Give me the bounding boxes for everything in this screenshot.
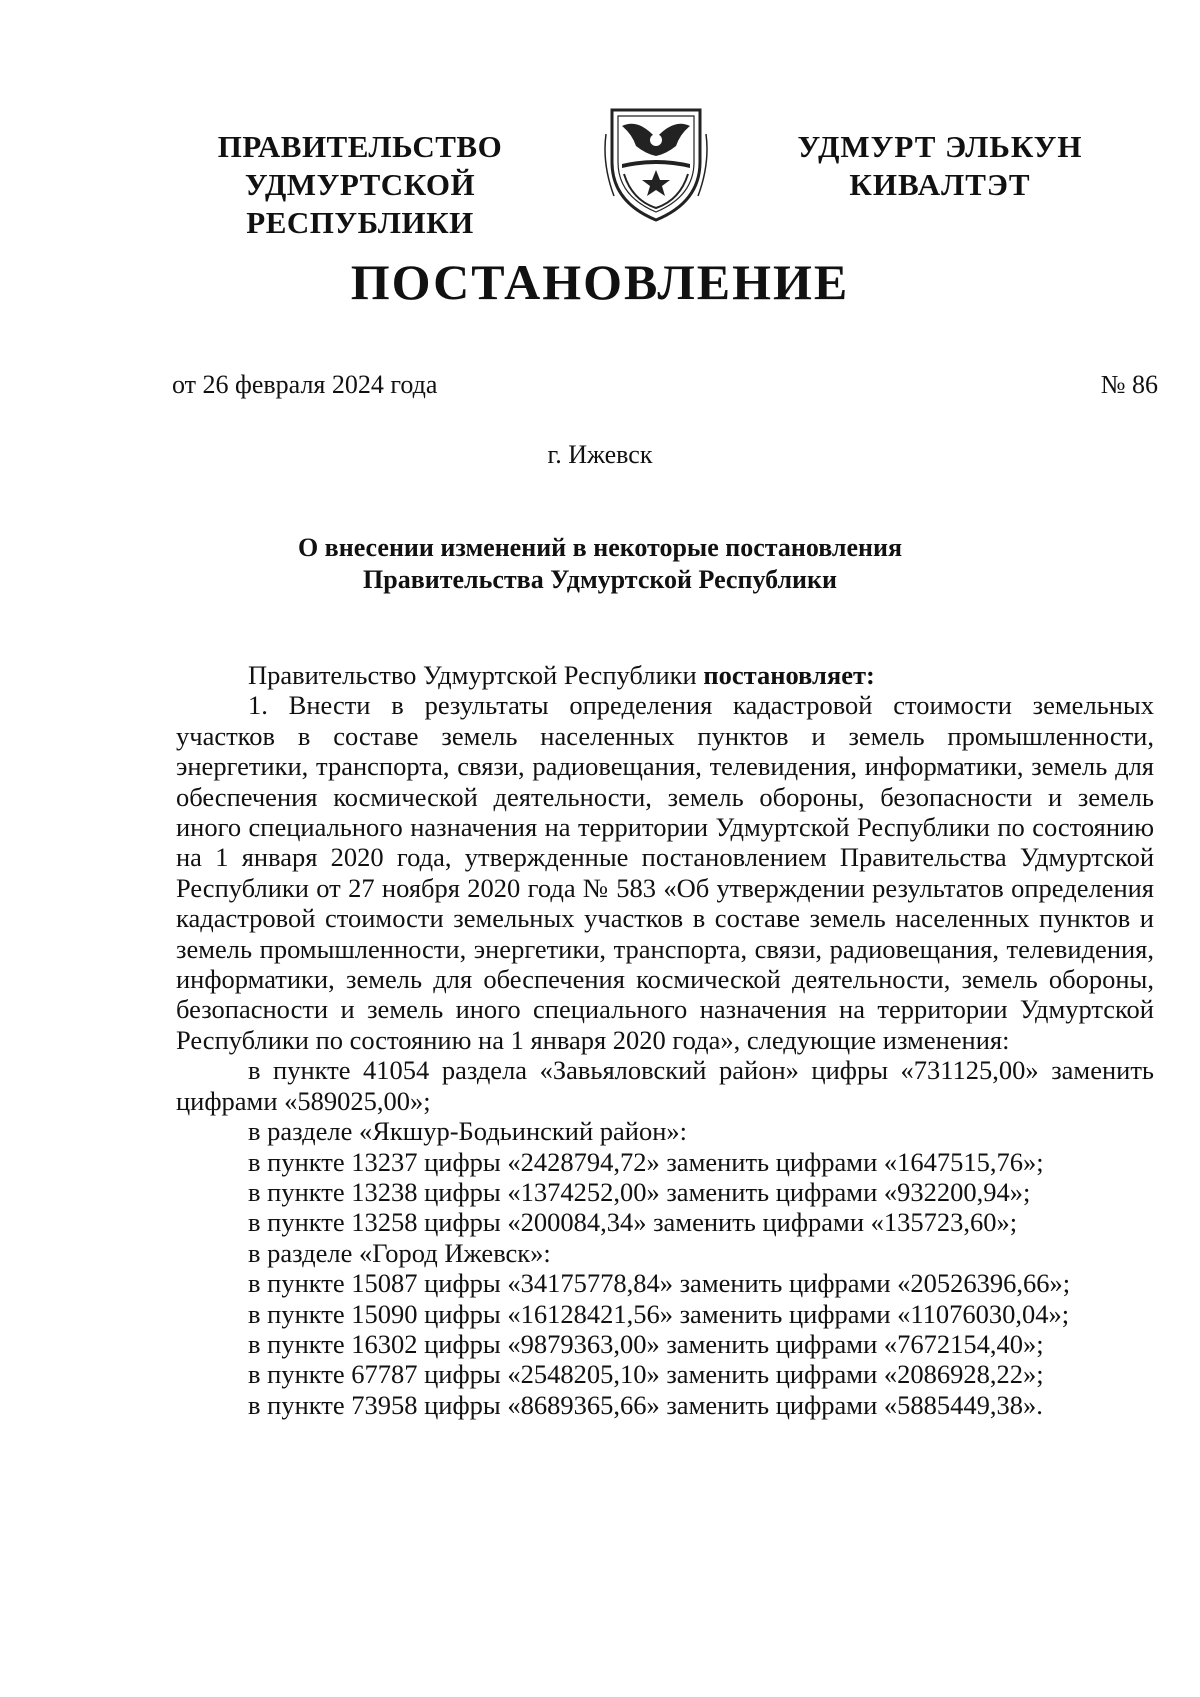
document-city: г. Ижевск xyxy=(547,440,653,469)
change-line: в пункте 15090 цифры «16128421,56» заменить цифрами «11076030,04»; xyxy=(248,1298,1070,1329)
document-title-line1: О внесении изменений в некоторые постановления xyxy=(297,533,903,562)
section-yakshur-bodyinsky: в разделе «Якшур-Бодьинский район»: xyxy=(248,1116,688,1147)
change-line: в пункте 67787 цифры «2548205,10» заменить цифрами «2086928,22»; xyxy=(248,1359,1044,1390)
government-name-russian xyxy=(140,128,580,242)
change-line: в пункте 13238 цифры «1374252,00» заменить цифрами «932200,94»; xyxy=(248,1176,1031,1207)
change-line: в пункте 13258 цифры «200084,34» заменить цифрами «135723,60»; xyxy=(248,1207,1018,1238)
change-line: в пункте 13237 цифры «2428794,72» заменить цифрами «1647515,76»; xyxy=(248,1146,1044,1177)
document-date: от 26 февраля 2024 года xyxy=(172,370,438,399)
government-name-russian-line2: УДМУРТСКОЙ РЕСПУБЛИКИ xyxy=(244,167,476,240)
document-type-heading: ПОСТАНОВЛЕНИЕ xyxy=(350,254,850,310)
government-name-udmurt xyxy=(775,128,1105,204)
government-name-udmurt-line1: УДМУРТ ЭЛЬКУН xyxy=(797,129,1083,164)
change-zavyalovsky: в пункте 41054 раздела «Завьяловский район» цифры «731125,00» заменить цифрами «589025,00»; xyxy=(176,1055,1154,1116)
preamble xyxy=(176,660,1154,690)
item-1-paragraph: 1. Внести в результаты определения кадастровой стоимости земельных участков в составе земель населенных пунктов и земель промышленности, энергетики, транспорта, связи, радиовещания, телевидения, информатики, земель для обеспечения космической деятельности, земель обороны, безопасности и земель иного специального назначения на территории Удмуртской Республики по состоянию на 1 января 2020 года, утвержденные постановлением Правительства Удмуртской Республики от 27 ноября 2020 года № 583 «Об утверждении результатов определения кадастровой стоимости земельных участков в составе земель населенных пунктов и земель промышленности, энергетики, транспорта, связи, радиовещания, телевидения, информатики, земель для обеспечения космической деятельности, земель обороны, безопасности и земель иного специального назначения на территории Удмуртской Республики по состоянию на 1 января 2020 года», следующие изменения: xyxy=(176,690,1154,1055)
udmurt-coat-of-arms-icon xyxy=(602,104,710,224)
change-line: в пункте 15087 цифры «34175778,84» заменить цифрами «20526396,66»; xyxy=(248,1268,1071,1299)
document-title-line2: Правительства Удмуртской Республики xyxy=(363,565,837,594)
section-izhevsk: в разделе «Город Ижевск»: xyxy=(248,1237,551,1268)
document-number: № 86 xyxy=(1100,370,1158,399)
government-name-udmurt-line2: КИВАЛТЭТ xyxy=(849,167,1031,202)
government-name-russian-line1: ПРАВИТЕЛЬСТВО xyxy=(217,129,503,164)
document-title xyxy=(200,532,1000,596)
change-line: в пункте 16302 цифры «9879363,00» заменить цифрами «7672154,40»; xyxy=(248,1328,1044,1359)
document-body xyxy=(176,660,1154,1420)
preamble-text: Правительство Удмуртской Республики xyxy=(248,660,704,690)
preamble-verb: постановляет: xyxy=(703,660,875,690)
change-line: в пункте 73958 цифры «8689365,66» заменить цифрами «5885449,38». xyxy=(248,1389,1043,1420)
